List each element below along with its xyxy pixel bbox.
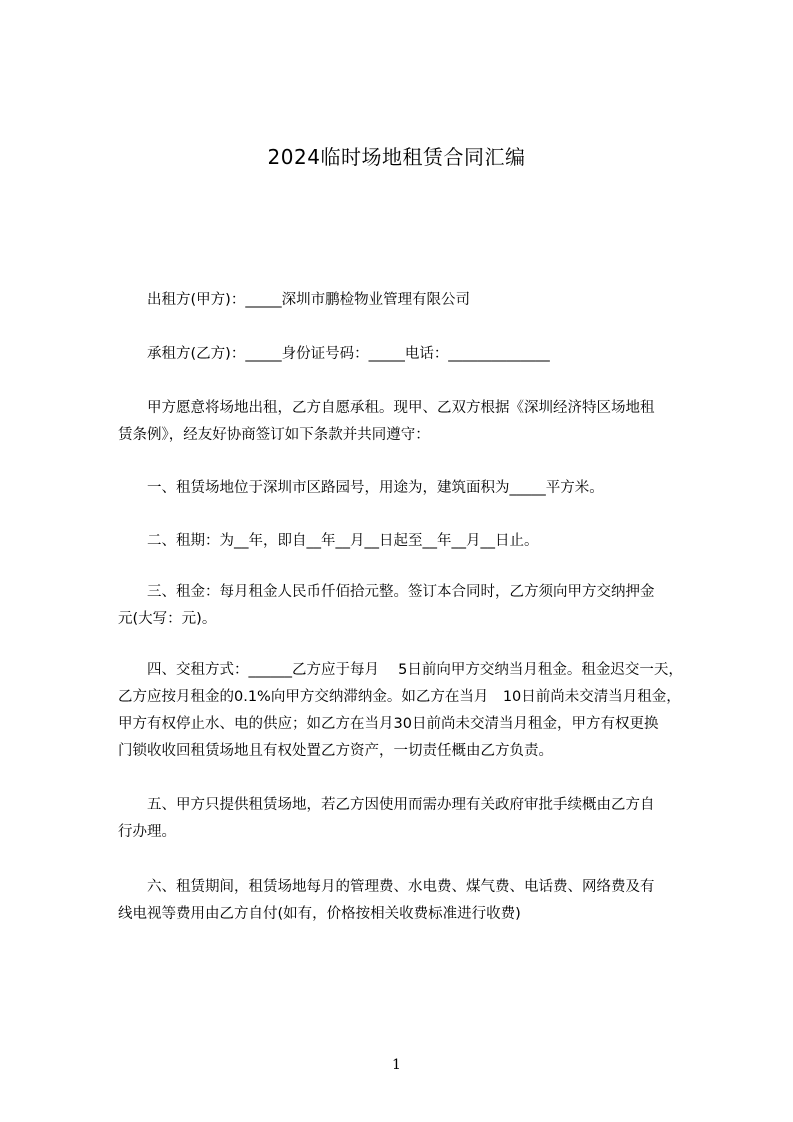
clause-line: 四、交租方式：______乙方应于每月 5日前向甲方交纳当月租金。租金迟交一天， [118,662,683,678]
clause-line: 六、租赁期间，租赁场地每月的管理费、水电费、煤气费、电话费、网络费及有 [118,879,655,895]
document-title: 2024临时场地租赁合同汇编 [267,145,526,169]
clause-6 [118,874,720,928]
intro-paragraph [118,395,720,449]
clause-line: 三、租金：每月租金人民币仟佰拾元整。签订本合同时，乙方须向甲方交纳押金 [118,584,655,600]
clause-line: 门锁收收回租赁场地且有权处置乙方资产，一切责任概由乙方负责。 [118,743,553,759]
clause-line: 甲方有权停止水、电的供应；如乙方在当月30日前尚未交清当月租金，甲方有权更换 [118,716,659,732]
clause-3 [118,579,720,633]
clause-1: 一、租赁场地位于深圳市区路园号，用途为，建筑面积为_____平方米。 [118,480,604,496]
page-number: 1 [392,1057,401,1073]
clause-5 [118,792,720,846]
lessor-line: 出租方(甲方)：_____深圳市鹏检物业管理有限公司 [118,292,471,308]
intro-line: 甲方愿意将场地出租，乙方自愿承租。现甲、乙双方根据《深圳经济特区场地租 [118,400,655,416]
clause-line: 五、甲方只提供租赁场地，若乙方因使用而需办理有关政府审批手续概由乙方自 [118,797,655,813]
clause-4 [118,657,720,765]
clause-line: 元(大写：元)。 [118,611,217,627]
clause-line: 线电视等费用由乙方自付(如有，价格按相关收费标准进行收费) [118,906,521,922]
clause-2: 二、租期：为__年，即自__年__月__日起至__年__月__日止。 [118,533,539,549]
clause-line: 乙方应按月租金的0.1%向甲方交纳滞纳金。如乙方在当月 10日前尚未交清当月租金， [118,689,681,705]
clause-line: 行办理。 [118,824,176,840]
lessee-line: 承租方(乙方)：_____身份证号码：_____电话：______________ [118,346,550,362]
intro-line: 赁条例》，经友好协商签订如下条款并共同遵守： [118,427,430,443]
